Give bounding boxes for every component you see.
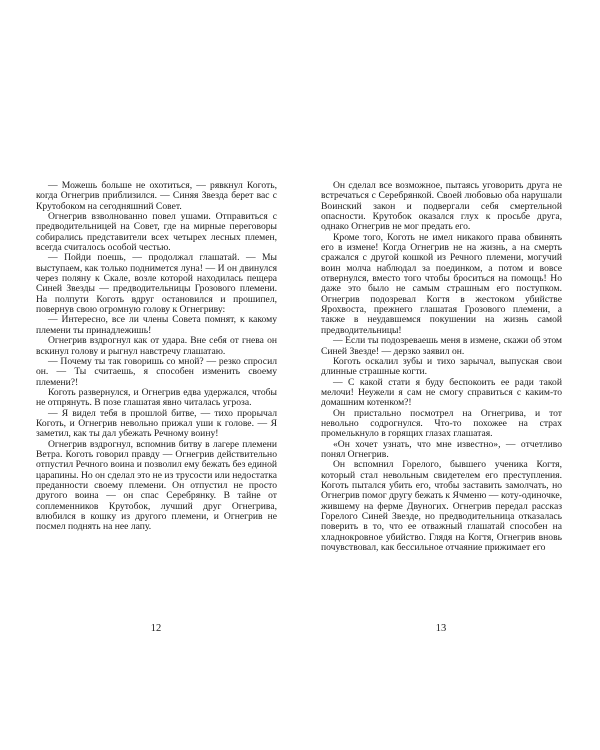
paragraph: Он пристально посмотрел на Огнегрива, и тот невольно содрогнулся. Что-то похожее на страх промелькнуло в горящих глазах глашатая. xyxy=(321,407,562,440)
paragraph: — Я видел тебя в прошлой битве, — тихо прорычал Коготь, и Огнегрив невольно прижал уши к голове. — Я заметил, как ты дал убежать Речному воину! xyxy=(36,407,277,440)
paragraph: Он вспомнил Горелого, бывшего ученика Когтя, который стал невольным свидетелем его преступления. Коготь пытался убить его, чтобы заставить замолчать, но Огнегрив помог другу бежать к Ячменю — коту-одиночке, жившему на ферме Двуногих. Огнегрив передал рассказ Горелого Синей Звезде, но предводительница отказалась поверить в то, что ее отважный глашатай способен на хладнокровное убийство. Глядя на Когтя, Огнегрив вновь почувствовал, как бессильное отчаяние прижимает его xyxy=(321,459,562,554)
paragraph: Огнегрив вздрогнул как от удара. Вне себя от гнева он вскинул голову и рыгнул навстречу глашатаю. xyxy=(36,335,277,357)
page-number-left: 12 xyxy=(150,623,162,634)
paragraph: — Интересно, все ли члены Совета помнят, к какому племени ты принадлежишь! xyxy=(36,314,277,336)
paragraph: — Можешь больше не охотиться, — рявкнул Коготь, когда Огнегрив приблизился. — Синяя Звезда берет вас с Крутобоком на сегодняшний Совет. xyxy=(36,180,277,212)
paragraph: Кроме того, Коготь не имел никакого права обвинять его в измене! Когда Огнегрив не на жизнь, а на смерть сражался с другой кошкой из Речного племени, могучий воин молча наблюдал за поединком, а потом и вовсе отвернулся, вместо того чтобы броситься на помощь! Но даже это было не самым страшным его поступком. Огнегрив подозревал Когтя в жестоком убийстве Ярохвоста, прежнего глашатая Грозового племени, а также в неудавшемся покушении на жизнь самой предводительницы! xyxy=(321,231,562,336)
paragraph: Коготь развернулся, и Огнегрив едва удержался, чтобы не отпрянуть. В позе глашатая явно читалась угроза. xyxy=(36,386,277,409)
paragraph: Коготь оскалил зубы и тихо зарычал, выпуская свои длинные страшные когти. xyxy=(321,355,562,378)
paragraph: Он сделал все возможное, пытаясь уговорить друга не встречаться с Серебрянкой. Своей любовью оба нарушали Воинский закон и подвергали себя смертельной опасности. Крутобок оказался глух к просьбе друга, однако Огнегрив не мог предать его. xyxy=(321,180,562,233)
paragraph: Огнегрив вздрогнул, вспомнив битву в лагере племени Ветра. Коготь говорил правду — Огнегрив действительно отпустил Речного воина и позволил ему бежать без единой царапины. Но он сделал это не из трусости или недостатка преданности своему племени. Он отпустил не просто другого воина — он спас Серебрянку. В тайне от соплеменников Крутобок, лучший друг Огнегрива, влюбился в кошку из другого племени, и Огнегрив не посмел поднять на нее лапу. xyxy=(36,438,277,533)
paragraph: — Пойди поешь, — продолжал глашатай. — Мы выступаем, как только поднимется луна! — И он двинулся через поляну к Скале, возле которой находилась пещера Синей Звезды — предводительницы Грозового племени. На полпути Коготь вдруг остановился и прошипел, повернув свою огромную голову к Огнегриву: xyxy=(36,252,277,316)
paragraph: — С какой стати я буду беспокоить ее ради такой мелочи! Неужели я сам не смогу справиться с каким-то домашним котенком?! xyxy=(321,376,562,409)
paragraph: — Почему ты так говоришь со мной? — резко спросил он. — Ты считаешь, я способен изменить своему племени?! xyxy=(36,355,277,388)
page-number-right: 13 xyxy=(435,623,447,634)
left-page-text xyxy=(36,181,277,533)
paragraph: «Он хочет узнать, что мне известно», — отчетливо понял Огнегрив. xyxy=(321,438,562,460)
left-page xyxy=(36,181,277,533)
paragraph: Огнегрив взволнованно повел ушами. Отправиться с предводительницей на Совет, где на мирные переговоры собирались представители всех четырех лесных племен, всегда считалось особой честью. xyxy=(36,211,277,254)
paragraph: — Если ты подозреваешь меня в измене, скажи об этом Синей Звезде! — дерзко заявил он. xyxy=(321,335,562,357)
right-page xyxy=(321,181,562,553)
right-page-text xyxy=(321,181,562,553)
